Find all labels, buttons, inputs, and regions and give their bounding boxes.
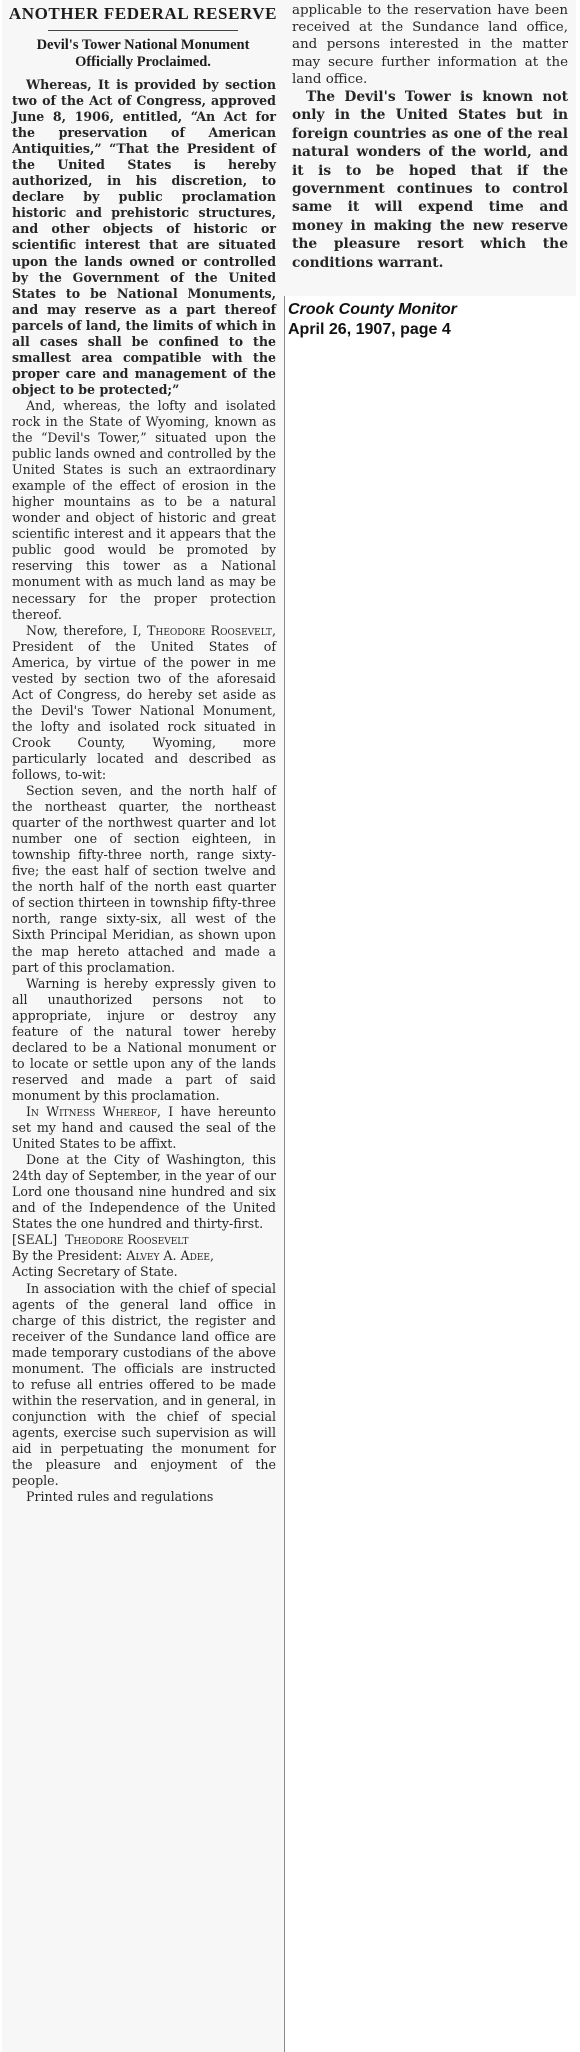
paragraph: Warning is hereby expressly given to all unauthorized persons not to appropriate, injure or destroy any feature of the natural tower hereby declared to be a National monument or to locate or settle upon any of the lands reserved and made a part of said monument by this proclamation. — [12, 975, 276, 1103]
subheadline: Devil's Tower National Monument Officially Proclaimed. — [36, 37, 250, 70]
secretary-title: Acting Secretary of State. — [12, 1264, 178, 1280]
by-president: By the President: — [12, 1248, 123, 1264]
source-caption — [288, 300, 576, 340]
article-column-right — [284, 0, 576, 296]
paragraph: applicable to the reservation have been received at the Sundance land office, and persons interested in the matter may secure further information at the land office. — [292, 3, 568, 87]
article-column-left — [2, 0, 284, 2052]
signature-line — [12, 1232, 276, 1248]
attestation-line — [12, 1248, 276, 1264]
president-name: Theodore Roosevelt — [147, 622, 272, 638]
article-body-continued — [284, 0, 576, 272]
text-run: , I have hereunto set my hand and caused the seal of the United States to be affixt. — [12, 1104, 276, 1152]
text-run: Now, therefore, I, — [26, 622, 142, 638]
text-run: , President of the United States of America, by virtue of the power in me vested by section two of the aforesaid Act of Congress, do hereby set aside as the Devil's Tower National Monument, the lofty and isolated rock situated in Crook County, Wyoming, more particularly located and described as follows, to-wit: — [12, 622, 276, 783]
secretary-name: Alvey A. Adee, — [126, 1248, 214, 1264]
paragraph: Done at the City of Washington, this 24th day of September, in the year of our Lord one thousand nine hundred and six and of the Independence of the United States the one hundred and thirty-first. — [12, 1152, 276, 1232]
paragraph: In association with the chief of special agents of the general land office in charge of this district, the register and receiver of the Sundance land office are made temporary custodians of the above monument. The officials are instructed to refuse all entries offered to be made within the reservation, and in general, in conjunction with the chief of special agents, exercise such supervision as will aid in perpetuating the monument for the pleasure and enjoyment of the people. — [12, 1280, 276, 1489]
publication-date: April 26, 1907, page 4 — [288, 321, 451, 338]
seal-label: [SEAL] — [12, 1232, 58, 1248]
paragraph: Section seven, and the north half of the northeast quarter, the northeast quarter of the northwest quarter and lot number one of section eighteen, in township fifty-three north, range sixty-five; the east half of section twelve and the north half of the north east quarter of section thirteen in township fifty-three north, range sixty-six, all west of the Sixth Principal Meridian, as shown upon the map hereto attached and made a part of this proclamation. — [12, 783, 276, 975]
signature: Theodore Roosevelt — [65, 1232, 189, 1248]
witness-lead: In Witness Whereof — [26, 1104, 157, 1119]
headline: ANOTHER FEDERAL RESERVE — [8, 4, 278, 23]
paragraph — [12, 1104, 276, 1152]
paragraph: Printed rules and regulations — [26, 1489, 214, 1505]
paragraph: Whereas, It is provided by section two of the Act of Congress, approved June 8, 1906, entitled, “An Act for the preservation of American Antiquities,” “That the President of the United States is hereby authorized, in his discretion, to declare by public proclamation historic and prehistoric structures, and other objects of historic or scientific interest that are situated upon the lands owned or controlled by the Government of the United States to be National Monuments, and may reserve as a part thereof parcels of land, the limits of which in all cases shall be confined to the smallest area compatible with the proper care and management of the object to be protected;” — [12, 77, 276, 397]
divider — [48, 30, 238, 31]
column-rule — [284, 0, 285, 2052]
article-body — [2, 77, 284, 1505]
newspaper-name: Crook County Monitor — [288, 301, 457, 318]
paragraph — [12, 623, 276, 783]
paragraph: The Devil's Tower is known not only in the United States but in foreign countries as one of the real natural wonders of the world, and it is to be hoped that if the government continues to control same it will expend time and money in making the new reserve the pleasure resort which the conditions warrant. — [292, 89, 568, 271]
paragraph: And, whereas, the lofty and isolated rock in the State of Wyoming, known as the “Devil's Tower,” situated upon the public lands owned and controlled by the United States is such an extraordinary example of the effect of erosion in the higher mountains as to be a natural wonder and object of historic and great scientific interest and it appears that the public good would be promoted by reserving this tower as a National monument with as much land as may be necessary for the proper protection thereof. — [12, 397, 276, 622]
